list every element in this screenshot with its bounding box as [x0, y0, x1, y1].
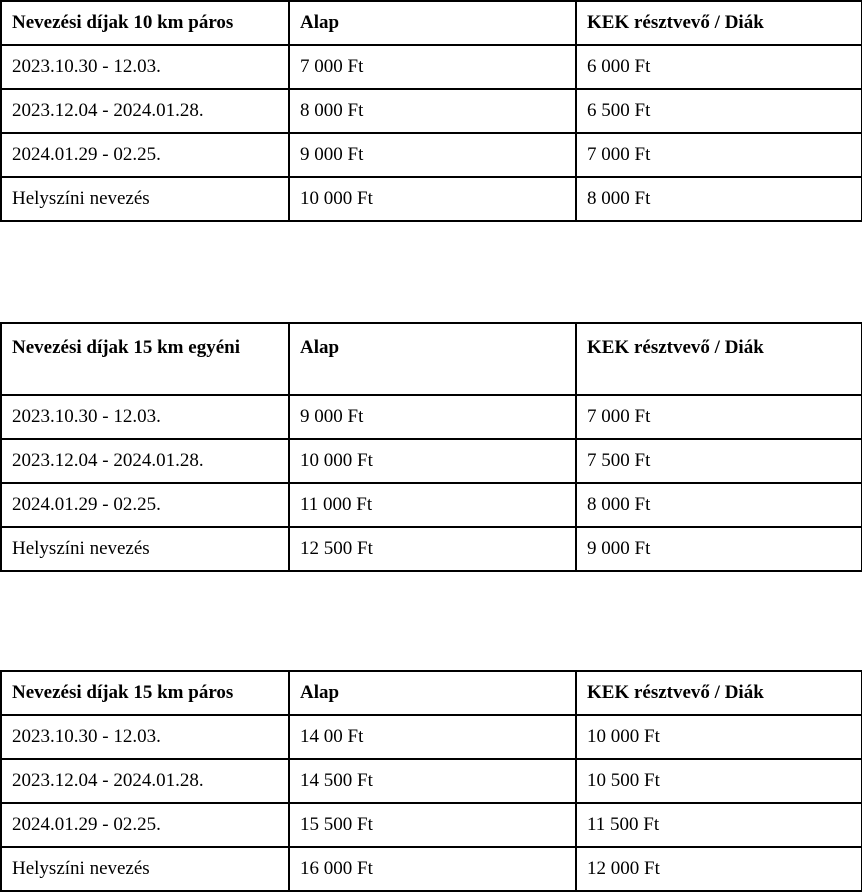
discount-price-cell: 10 000 Ft	[576, 715, 862, 759]
base-price-cell: 7 000 Ft	[289, 45, 576, 89]
period-cell: 2024.01.29 - 02.25.	[1, 483, 289, 527]
base-price-cell: 15 500 Ft	[289, 803, 576, 847]
period-cell: Helyszíni nevezés	[1, 847, 289, 891]
table-row	[1, 759, 862, 803]
header-category: Nevezési díjak 15 km páros	[1, 671, 289, 715]
period-cell: 2023.12.04 - 2024.01.28.	[1, 89, 289, 133]
header-base-price: Alap	[289, 1, 576, 45]
discount-price-cell: 9 000 Ft	[576, 527, 862, 571]
table-header-row	[1, 323, 862, 395]
fee-table-15km-paros	[0, 670, 862, 892]
discount-price-cell: 8 000 Ft	[576, 177, 862, 221]
discount-price-cell: 6 500 Ft	[576, 89, 862, 133]
period-cell: 2023.10.30 - 12.03.	[1, 395, 289, 439]
header-category: Nevezési díjak 10 km páros	[1, 1, 289, 45]
table-row	[1, 715, 862, 759]
period-cell: 2024.01.29 - 02.25.	[1, 133, 289, 177]
base-price-cell: 14 500 Ft	[289, 759, 576, 803]
period-cell: 2024.01.29 - 02.25.	[1, 803, 289, 847]
header-base-price: Alap	[289, 323, 576, 395]
base-price-cell: 8 000 Ft	[289, 89, 576, 133]
discount-price-cell: 11 500 Ft	[576, 803, 862, 847]
table-row	[1, 847, 862, 891]
table-row	[1, 177, 862, 221]
discount-price-cell: 7 000 Ft	[576, 133, 862, 177]
table-row	[1, 803, 862, 847]
discount-price-cell: 12 000 Ft	[576, 847, 862, 891]
base-price-cell: 11 000 Ft	[289, 483, 576, 527]
header-discount-price: KEK résztvevő / Diák	[576, 323, 862, 395]
period-cell: Helyszíni nevezés	[1, 527, 289, 571]
header-discount-price: KEK résztvevő / Diák	[576, 1, 862, 45]
discount-price-cell: 8 000 Ft	[576, 483, 862, 527]
table-header-row	[1, 1, 862, 45]
discount-price-cell: 6 000 Ft	[576, 45, 862, 89]
fee-table-15km-egyeni	[0, 322, 862, 572]
discount-price-cell: 10 500 Ft	[576, 759, 862, 803]
period-cell: 2023.12.04 - 2024.01.28.	[1, 439, 289, 483]
base-price-cell: 10 000 Ft	[289, 439, 576, 483]
discount-price-cell: 7 500 Ft	[576, 439, 862, 483]
table-row	[1, 395, 862, 439]
discount-price-cell: 7 000 Ft	[576, 395, 862, 439]
table-row	[1, 133, 862, 177]
base-price-cell: 12 500 Ft	[289, 527, 576, 571]
table-row	[1, 89, 862, 133]
base-price-cell: 9 000 Ft	[289, 395, 576, 439]
header-discount-price: KEK résztvevő / Diák	[576, 671, 862, 715]
table-row	[1, 527, 862, 571]
table-row	[1, 439, 862, 483]
base-price-cell: 16 000 Ft	[289, 847, 576, 891]
period-cell: 2023.10.30 - 12.03.	[1, 715, 289, 759]
base-price-cell: 14 00 Ft	[289, 715, 576, 759]
period-cell: 2023.12.04 - 2024.01.28.	[1, 759, 289, 803]
table-row	[1, 45, 862, 89]
table-header-row	[1, 671, 862, 715]
table-row	[1, 483, 862, 527]
fee-table-10km-paros	[0, 0, 862, 222]
period-cell: 2023.10.30 - 12.03.	[1, 45, 289, 89]
period-cell: Helyszíni nevezés	[1, 177, 289, 221]
header-base-price: Alap	[289, 671, 576, 715]
header-category: Nevezési díjak 15 km egyéni	[1, 323, 289, 395]
base-price-cell: 10 000 Ft	[289, 177, 576, 221]
base-price-cell: 9 000 Ft	[289, 133, 576, 177]
